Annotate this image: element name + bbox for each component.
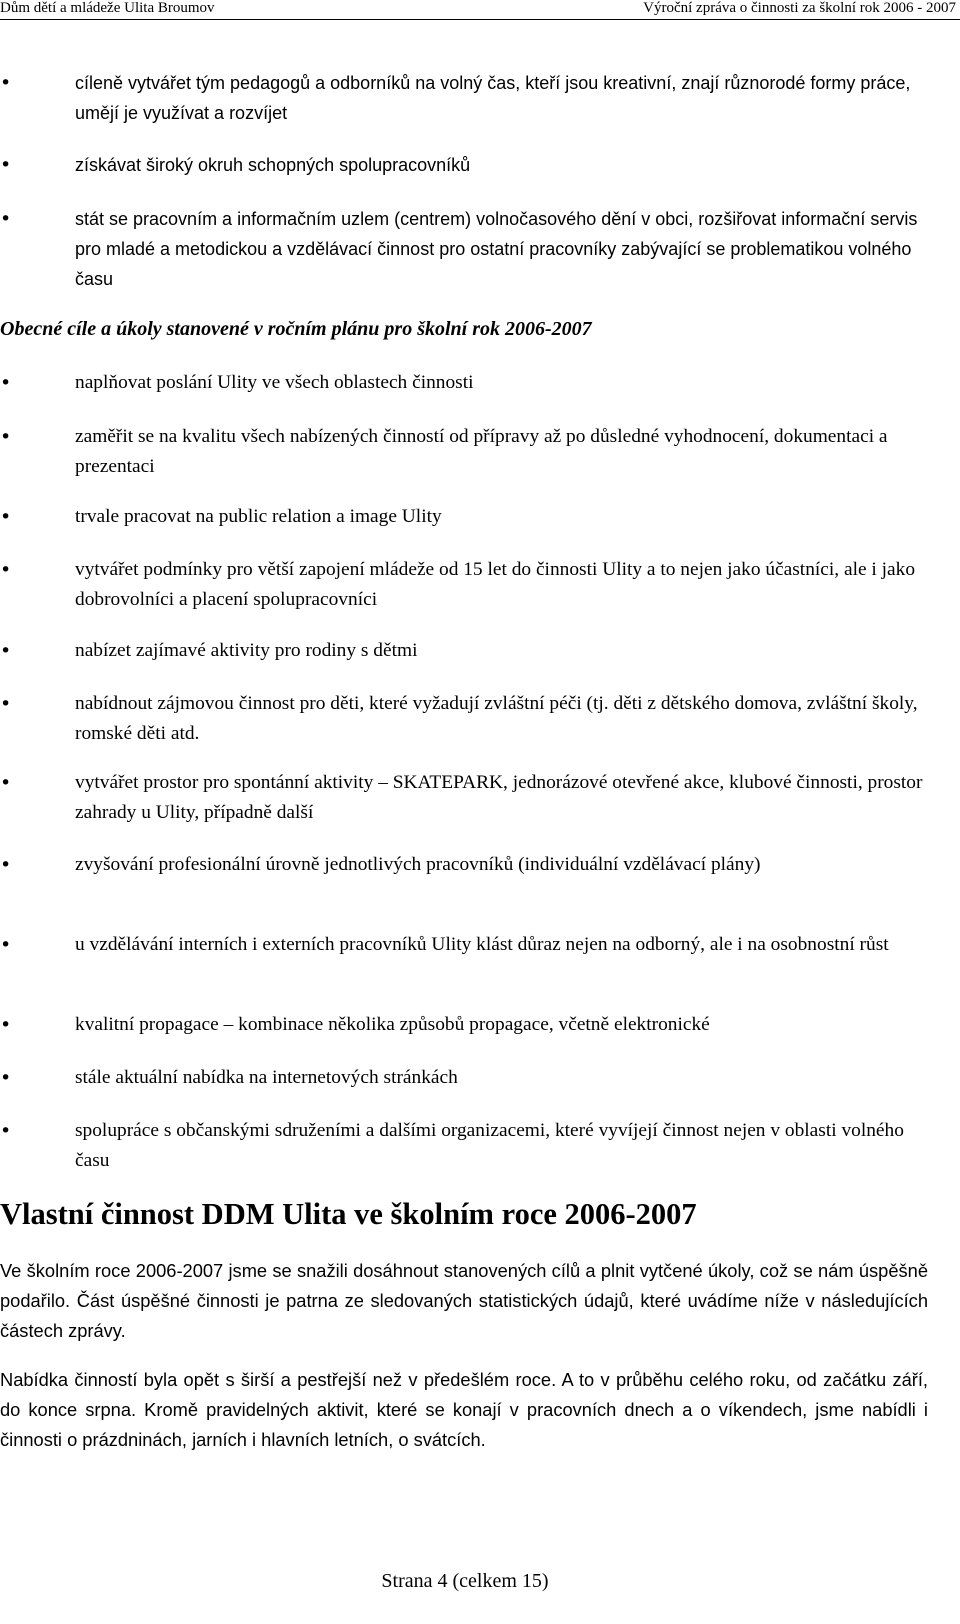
bullet-icon: • xyxy=(0,1120,12,1142)
section-paragraph: Ve školním roce 2006-2007 jsme se snažili dosáhnout stanovených cílů a plnit vytčené úkoly, což se nám úspěšně podařilo. Část úspěšné činnosti je patrna ze sledovaných statistických údajů, které uvádíme níže v následujících částech zprávy. xyxy=(0,1260,928,1341)
bullet-icon: • xyxy=(0,1067,12,1089)
bullet-icon: • xyxy=(0,426,12,448)
list-item-text: nabídnout zájmovou činnost pro děti, které vyžadují zvláštní péči (tj. děti z dětského domova, zvláštní školy, romské děti atd. xyxy=(75,693,918,744)
page-number: Strana 4 (celkem 15) xyxy=(381,1570,549,1592)
bullet-icon: • xyxy=(0,154,12,176)
page-header xyxy=(0,0,960,22)
header-report-title: Výroční zpráva o činnosti za školní rok 2006 - 2007 xyxy=(643,0,956,16)
bullet-icon: • xyxy=(0,72,12,94)
list-item-text: nabízet zajímavé aktivity pro rodiny s dětmi xyxy=(75,640,418,661)
section-title: Vlastní činnost DDM Ulita ve školním roce 2006-2007 xyxy=(0,1197,697,1231)
list-item-text: naplňovat poslání Ulity ve všech oblastech činnosti xyxy=(75,372,474,393)
bullet-icon: • xyxy=(0,854,12,876)
list-item-text: stále aktuální nabídka na internetových stránkách xyxy=(75,1067,458,1088)
bullet-icon: • xyxy=(0,372,12,394)
bullet-icon: • xyxy=(0,772,12,794)
list-item-text: kvalitní propagace – kombinace několika způsobů propagace, včetně elektronické xyxy=(75,1014,710,1035)
bullet-icon: • xyxy=(0,693,12,715)
header-divider xyxy=(0,19,960,20)
header-organization: Dům dětí a mládeže Ulita Broumov xyxy=(0,0,215,16)
list-item-text: zvyšování profesionální úrovně jednotlivých pracovníků (individuální vzdělávací plány) xyxy=(75,854,761,875)
list-item-text: vytvářet prostor pro spontánní aktivity – SKATEPARK, jednorázové otevřené akce, klubové činnosti, prostor zahrady u Ulity, případně další xyxy=(75,772,923,823)
list-item-text: u vzdělávání interních i externích pracovníků Ulity klást důraz nejen na odborný, ale i na osobnostní růst xyxy=(75,934,889,955)
bullet-icon: • xyxy=(0,640,12,662)
section-paragraph: Nabídka činností byla opět s širší a pestřejší než v předešlém roce. A to v průběhu celého roku, od začátku září, do konce srpna. Kromě pravidelných aktivit, které se konají v pracovních dnech a o víkendech, jsme nabídli i činnosti o prázdninách, jarních i hlavních letních, o svátcích. xyxy=(0,1369,928,1450)
bullet-icon: • xyxy=(0,506,12,528)
list-item-text: vytvářet podmínky pro větší zapojení mládeže od 15 let do činnosti Ulity a to nejen jako účastníci, ale i jako dobrovolníci a placení spolupracovníci xyxy=(75,559,916,610)
goals-heading: Obecné cíle a úkoly stanovené v ročním plánu pro školní rok 2006-2007 xyxy=(0,318,592,340)
bullet-icon: • xyxy=(0,934,12,956)
list-item-text: zaměřit se na kvalitu všech nabízených činností od přípravy až po důsledné vyhodnocení, dokumentaci a prezentaci xyxy=(75,426,888,477)
bullet-icon: • xyxy=(0,1014,12,1036)
list-item-text: trvale pracovat na public relation a image Ulity xyxy=(75,506,442,527)
list-item-text: cíleně vytvářet tým pedagogů a odborníků na volný čas, kteří jsou kreativní, znají různorodé formy práce, umějí je využívat a rozvíjet xyxy=(75,73,911,123)
list-item-text: spolupráce s občanskými sdruženími a dalšími organizacemi, které vyvíjejí činnost nejen v oblasti volného času xyxy=(75,1120,904,1171)
list-item-text: stát se pracovním a informačním uzlem (centrem) volnočasového dění v obci, rozšiřovat informační servis pro mladé a metodickou a vzdělávací činnost pro ostatní pracovníky zabývající se problematikou volného času xyxy=(75,209,918,289)
bullet-icon: • xyxy=(0,559,12,581)
list-item-text: získávat široký okruh schopných spolupracovníků xyxy=(75,155,471,175)
bullet-icon: • xyxy=(0,208,12,230)
